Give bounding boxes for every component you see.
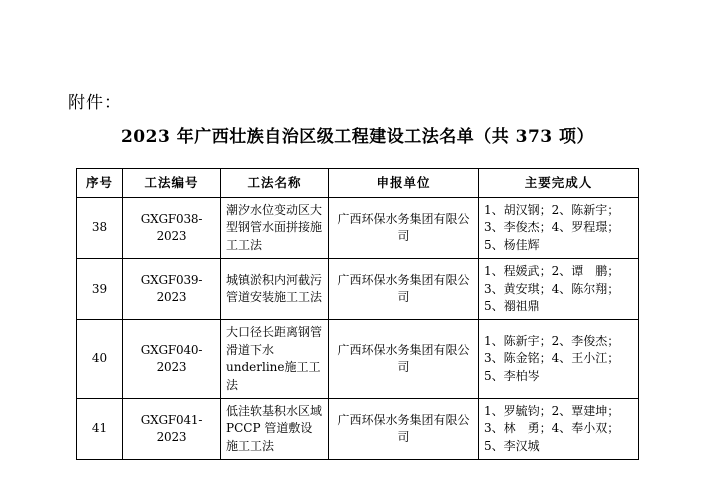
column-header-seq: 序号 <box>77 169 123 198</box>
table-row <box>77 259 639 320</box>
cell-org: 广西环保水务集团有限公司 <box>329 259 479 320</box>
cell-code: GXGF041-2023 <box>123 398 221 459</box>
column-header-org: 申报单位 <box>329 169 479 198</box>
cell-people: 1、胡汉钢；2、陈新宇；3、李俊杰；4、罗程璟；5、杨佳辉 <box>479 198 639 259</box>
cell-name: 大口径长距离钢管滑道下水underline施工工法 <box>221 320 329 399</box>
column-header-code: 工法编号 <box>123 169 221 198</box>
table-header-row <box>77 169 639 198</box>
cell-people: 1、程媛武；2、谭 鹏；3、黄安琪；4、陈尔翔；5、禤祖鼎 <box>479 259 639 320</box>
cell-seq: 41 <box>77 398 123 459</box>
cell-code: GXGF040-2023 <box>123 320 221 399</box>
column-header-people: 主要完成人 <box>479 169 639 198</box>
attachment-label: 附件： <box>68 93 122 113</box>
cell-name: 低洼软基积水区域 PCCP 管道敷设施工工法 <box>221 398 329 459</box>
cell-seq: 40 <box>77 320 123 399</box>
cell-code: GXGF038-2023 <box>123 198 221 259</box>
table-row <box>77 320 639 399</box>
cell-seq: 39 <box>77 259 123 320</box>
cell-code: GXGF039-2023 <box>123 259 221 320</box>
cell-name: 城镇淤积内河截污管道安装施工工法 <box>221 259 329 320</box>
statute-table <box>76 168 639 460</box>
table-body <box>77 198 639 460</box>
table-row <box>77 398 639 459</box>
cell-org: 广西环保水务集团有限公司 <box>329 398 479 459</box>
table-header <box>77 169 639 198</box>
cell-people: 1、罗毓钧；2、覃建坤；3、林 勇；4、奉小双；5、李汉城 <box>479 398 639 459</box>
cell-org: 广西环保水务集团有限公司 <box>329 198 479 259</box>
statute-table-wrapper <box>76 168 638 460</box>
cell-org: 广西环保水务集团有限公司 <box>329 320 479 399</box>
cell-people: 1、陈新宇；2、李俊杰；3、陈金铭；4、王小江；5、李柏岑 <box>479 320 639 399</box>
table-row <box>77 198 639 259</box>
cell-name: 潮汐水位变动区大型钢管水面拼接施工工法 <box>221 198 329 259</box>
column-header-name: 工法名称 <box>221 169 329 198</box>
page-title: 2023 年广西壮族自治区级工程建设工法名单（共 373 项） <box>120 127 595 147</box>
cell-seq: 38 <box>77 198 123 259</box>
